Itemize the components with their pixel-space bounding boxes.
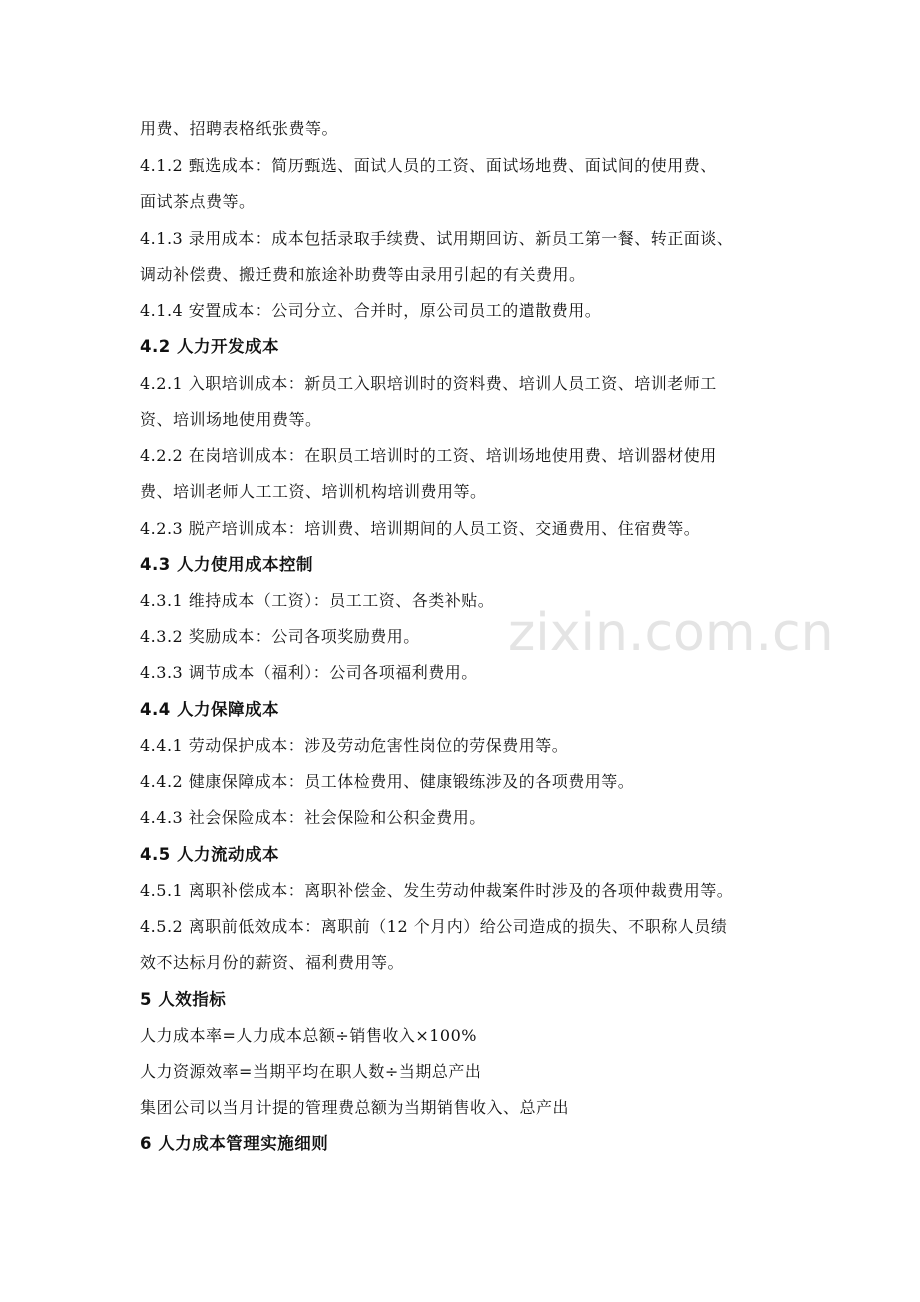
paragraph-line: 集团公司以当月计提的管理费总额为当期销售收入、总产出 <box>140 1098 570 1117</box>
paragraph-line: 4.3.2 奖励成本：公司各项奖励费用。 <box>140 627 420 646</box>
paragraph-line: 费、培训老师人工工资、培训机构培训费用等。 <box>140 482 487 501</box>
section-heading: 5 人效指标 <box>140 990 227 1009</box>
section-heading: 4.3 人力使用成本控制 <box>140 555 313 574</box>
paragraph-line: 面试茶点费等。 <box>140 192 256 211</box>
section-heading: 4.2 人力开发成本 <box>140 337 279 356</box>
paragraph-line: 4.2.3 脱产培训成本：培训费、培训期间的人员工资、交通费用、住宿费等。 <box>140 519 701 538</box>
paragraph-line: 4.3.1 维持成本（工资）：员工工资、各类补贴。 <box>140 591 495 610</box>
section-heading: 4.5 人力流动成本 <box>140 845 279 864</box>
formula-line: 人力成本率=人力成本总额÷销售收入×100% <box>140 1026 477 1045</box>
paragraph-line: 4.1.3 录用成本：成本包括录取手续费、试用期回访、新员工第一餐、转正面谈、 <box>140 229 734 248</box>
watermark: zixin.com.cn <box>508 603 834 663</box>
paragraph-line: 4.1.2 甄选成本：简历甄选、面试人员的工资、面试场地费、面试间的使用费、 <box>140 156 717 175</box>
paragraph-line: 4.4.1 劳动保护成本：涉及劳动危害性岗位的劳保费用等。 <box>140 736 569 755</box>
paragraph-line: 4.5.1 离职补偿成本：离职补偿金、发生劳动仲裁案件时涉及的各项仲裁费用等。 <box>140 881 734 900</box>
paragraph-line: 4.2.1 入职培训成本：新员工入职培训时的资料费、培训人员工资、培训老师工 <box>140 374 717 393</box>
paragraph-line: 4.5.2 离职前低效成本：离职前（12 个月内）给公司造成的损失、不职称人员绩 <box>140 917 728 936</box>
paragraph-line: 4.4.3 社会保险成本：社会保险和公积金费用。 <box>140 808 486 827</box>
paragraph-line: 4.3.3 调节成本（福利）：公司各项福利费用。 <box>140 663 478 682</box>
paragraph-line: 4.2.2 在岗培训成本：在职员工培训时的工资、培训场地使用费、培训器材使用 <box>140 446 717 465</box>
paragraph-line: 效不达标月份的薪资、福利费用等。 <box>140 953 405 972</box>
section-heading: 6 人力成本管理实施细则 <box>140 1134 329 1153</box>
paragraph-line: 4.4.2 健康保障成本：员工体检费用、健康锻练涉及的各项费用等。 <box>140 772 635 791</box>
paragraph-line: 4.1.4 安置成本：公司分立、合并时，原公司员工的遣散费用。 <box>140 301 602 320</box>
paragraph-line: 资、培训场地使用费等。 <box>140 410 322 429</box>
formula-line: 人力资源效率=当期平均在职人数÷当期总产出 <box>140 1062 482 1081</box>
paragraph-line: 调动补偿费、搬迁费和旅途补助费等由录用引起的有关费用。 <box>140 265 586 284</box>
paragraph-line: 用费、招聘表格纸张费等。 <box>140 119 339 138</box>
section-heading: 4.4 人力保障成本 <box>140 700 279 719</box>
